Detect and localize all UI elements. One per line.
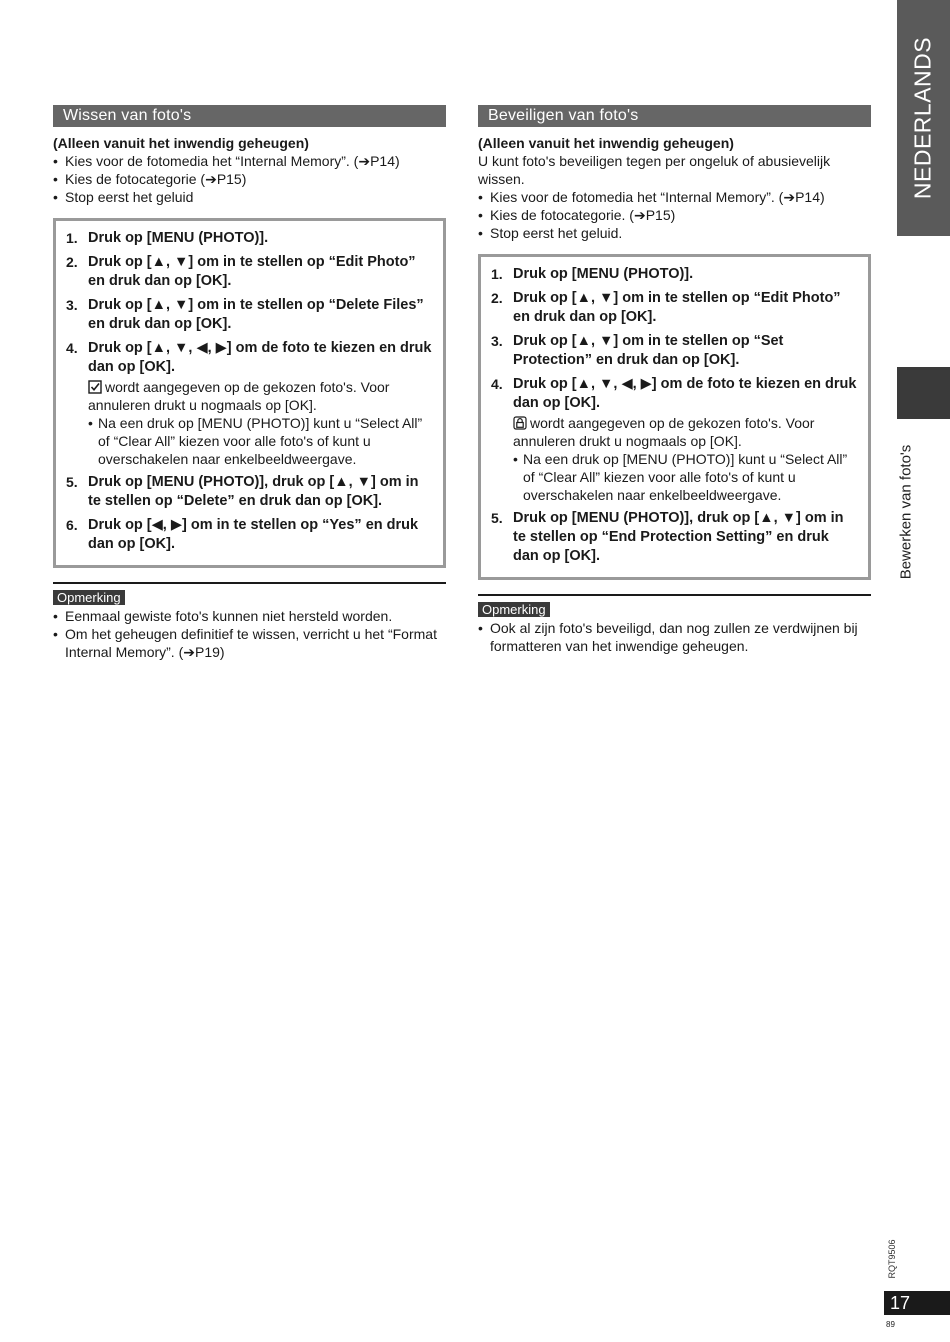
step-text: Druk op [▲, ▼, ◀, ▶] om de foto te kiezen en druk dan op [OK]. <box>88 340 432 375</box>
step-item <box>66 339 433 468</box>
step-item <box>66 253 433 291</box>
step-item <box>66 229 433 248</box>
step-number: 2. <box>66 254 78 270</box>
step-note <box>88 378 433 414</box>
step-number: 3. <box>491 333 503 349</box>
section-marker <box>897 367 950 419</box>
step-text: Druk op [MENU (PHOTO)]. <box>88 230 269 246</box>
step-item <box>491 265 858 284</box>
step-number: 3. <box>66 297 78 313</box>
steps-box <box>478 254 871 580</box>
list-item: • Kies de fotocategorie. (➔P15) <box>478 206 871 224</box>
step-item <box>66 473 433 511</box>
steps-list <box>491 265 858 566</box>
step-item <box>491 332 858 370</box>
step-text: Druk op [MENU (PHOTO)], druk op [▲, ▼] om in te stellen op “End Protection Setting” en druk dan op [OK]. <box>513 510 844 564</box>
step-number: 5. <box>66 474 78 490</box>
step-text: Druk op [▲, ▼] om in te stellen op “Delete Files” en druk dan op [OK]. <box>88 297 424 332</box>
protect-photos-section <box>478 105 871 655</box>
step-number: 5. <box>491 510 503 526</box>
step-text: Druk op [▲, ▼] om in te stellen op “Edit Photo” en druk dan op [OK]. <box>88 254 416 289</box>
steps-list <box>66 229 433 554</box>
note-divider <box>478 594 871 596</box>
step-note-text: wordt aangegeven op de gekozen foto's. Voor annuleren drukt u nogmaals op [OK]. <box>513 415 815 449</box>
step-number: 6. <box>66 517 78 533</box>
note-list <box>53 607 446 661</box>
note-label: Opmerking <box>478 602 550 617</box>
step-text: Druk op [▲, ▼, ◀, ▶] om de foto te kiezen en druk dan op [OK]. <box>513 376 857 411</box>
step-number: 4. <box>66 340 78 356</box>
list-item: • Kies voor de fotomedia het “Internal Memory”. (➔P14) <box>478 188 871 206</box>
list-item: • Stop eerst het geluid. <box>478 224 871 242</box>
chapter-label: Bewerken van foto's <box>897 444 915 580</box>
section-subheading: (Alleen vanuit het inwendig geheugen) <box>53 135 309 151</box>
list-item: • Om het geheugen definitief te wissen, verricht u het “Format Internal Memory”. (➔P19) <box>53 625 446 661</box>
bullet-dot-icon: • <box>513 451 518 467</box>
footer-number: 89 <box>886 1320 895 1329</box>
note-divider <box>53 582 446 584</box>
step-item <box>66 516 433 554</box>
step-text: Druk op [▲, ▼] om in te stellen op “Edit Photo” en druk dan op [OK]. <box>513 290 841 325</box>
step-text: Druk op [◀, ▶] om in te stellen op “Yes” en druk dan op [OK]. <box>88 517 419 552</box>
step-sub-bullet <box>513 450 858 504</box>
document-code: RQT9506 <box>887 1239 897 1279</box>
page-number: 17 <box>884 1291 950 1315</box>
step-text: Druk op [MENU (PHOTO)]. <box>513 266 694 282</box>
step-note-text: wordt aangegeven op de gekozen foto's. Voor annuleren drukt u nogmaals op [OK]. <box>88 379 390 413</box>
list-item: • Eenmaal gewiste foto's kunnen niet hersteld worden. <box>53 607 446 625</box>
step-item <box>66 296 433 334</box>
list-item: • Kies de fotocategorie (➔P15) <box>53 170 446 188</box>
step-number: 1. <box>66 230 78 246</box>
step-item <box>491 289 858 327</box>
list-item: • Kies voor de fotomedia het “Internal Memory”. (➔P14) <box>53 152 446 170</box>
step-sub-bullet <box>88 414 433 468</box>
bullet-dot-icon: • <box>88 415 93 431</box>
language-tab-label: NEDERLANDS <box>909 36 936 200</box>
delete-photos-section <box>53 105 446 661</box>
step-sub-bullet-text: Na een druk op [MENU (PHOTO)] kunt u “Select All” of “Clear All” kiezen voor alle foto's of kunt u overschakelen naar enkelbeeldweergave. <box>523 451 848 503</box>
step-number: 4. <box>491 376 503 392</box>
list-item: • Stop eerst het geluid <box>53 188 446 206</box>
prerequisite-list <box>478 188 871 242</box>
step-sub-bullet-text: Na een druk op [MENU (PHOTO)] kunt u “Select All” of “Clear All” kiezen voor alle foto's of kunt u overschakelen naar enkelbeeldweergave. <box>98 415 423 467</box>
prerequisite-list <box>53 152 446 206</box>
section-intro: U kunt foto's beveiligen tegen per ongeluk of abusievelijk wissen. <box>478 153 831 187</box>
step-item <box>491 375 858 504</box>
step-item <box>491 509 858 566</box>
step-text: Druk op [MENU (PHOTO)], druk op [▲, ▼] om in te stellen op “Delete” en druk dan op [OK]. <box>88 474 419 509</box>
step-number: 2. <box>491 290 503 306</box>
section-subheading: (Alleen vanuit het inwendig geheugen) <box>478 135 734 151</box>
step-note <box>513 414 858 450</box>
step-text: Druk op [▲, ▼] om in te stellen op “Set Protection” en druk dan op [OK]. <box>513 333 784 368</box>
note-list <box>478 619 871 655</box>
section-title: Beveiligen van foto's <box>478 105 871 127</box>
note-label: Opmerking <box>53 590 125 605</box>
list-item: • Ook al zijn foto's beveiligd, dan nog zullen ze verdwijnen bij formatteren van het inwendige geheugen. <box>478 619 871 655</box>
step-number: 1. <box>491 266 503 282</box>
lock-icon <box>513 416 527 430</box>
checkbox-checked-icon <box>88 380 102 394</box>
steps-box <box>53 218 446 568</box>
section-title: Wissen van foto's <box>53 105 446 127</box>
